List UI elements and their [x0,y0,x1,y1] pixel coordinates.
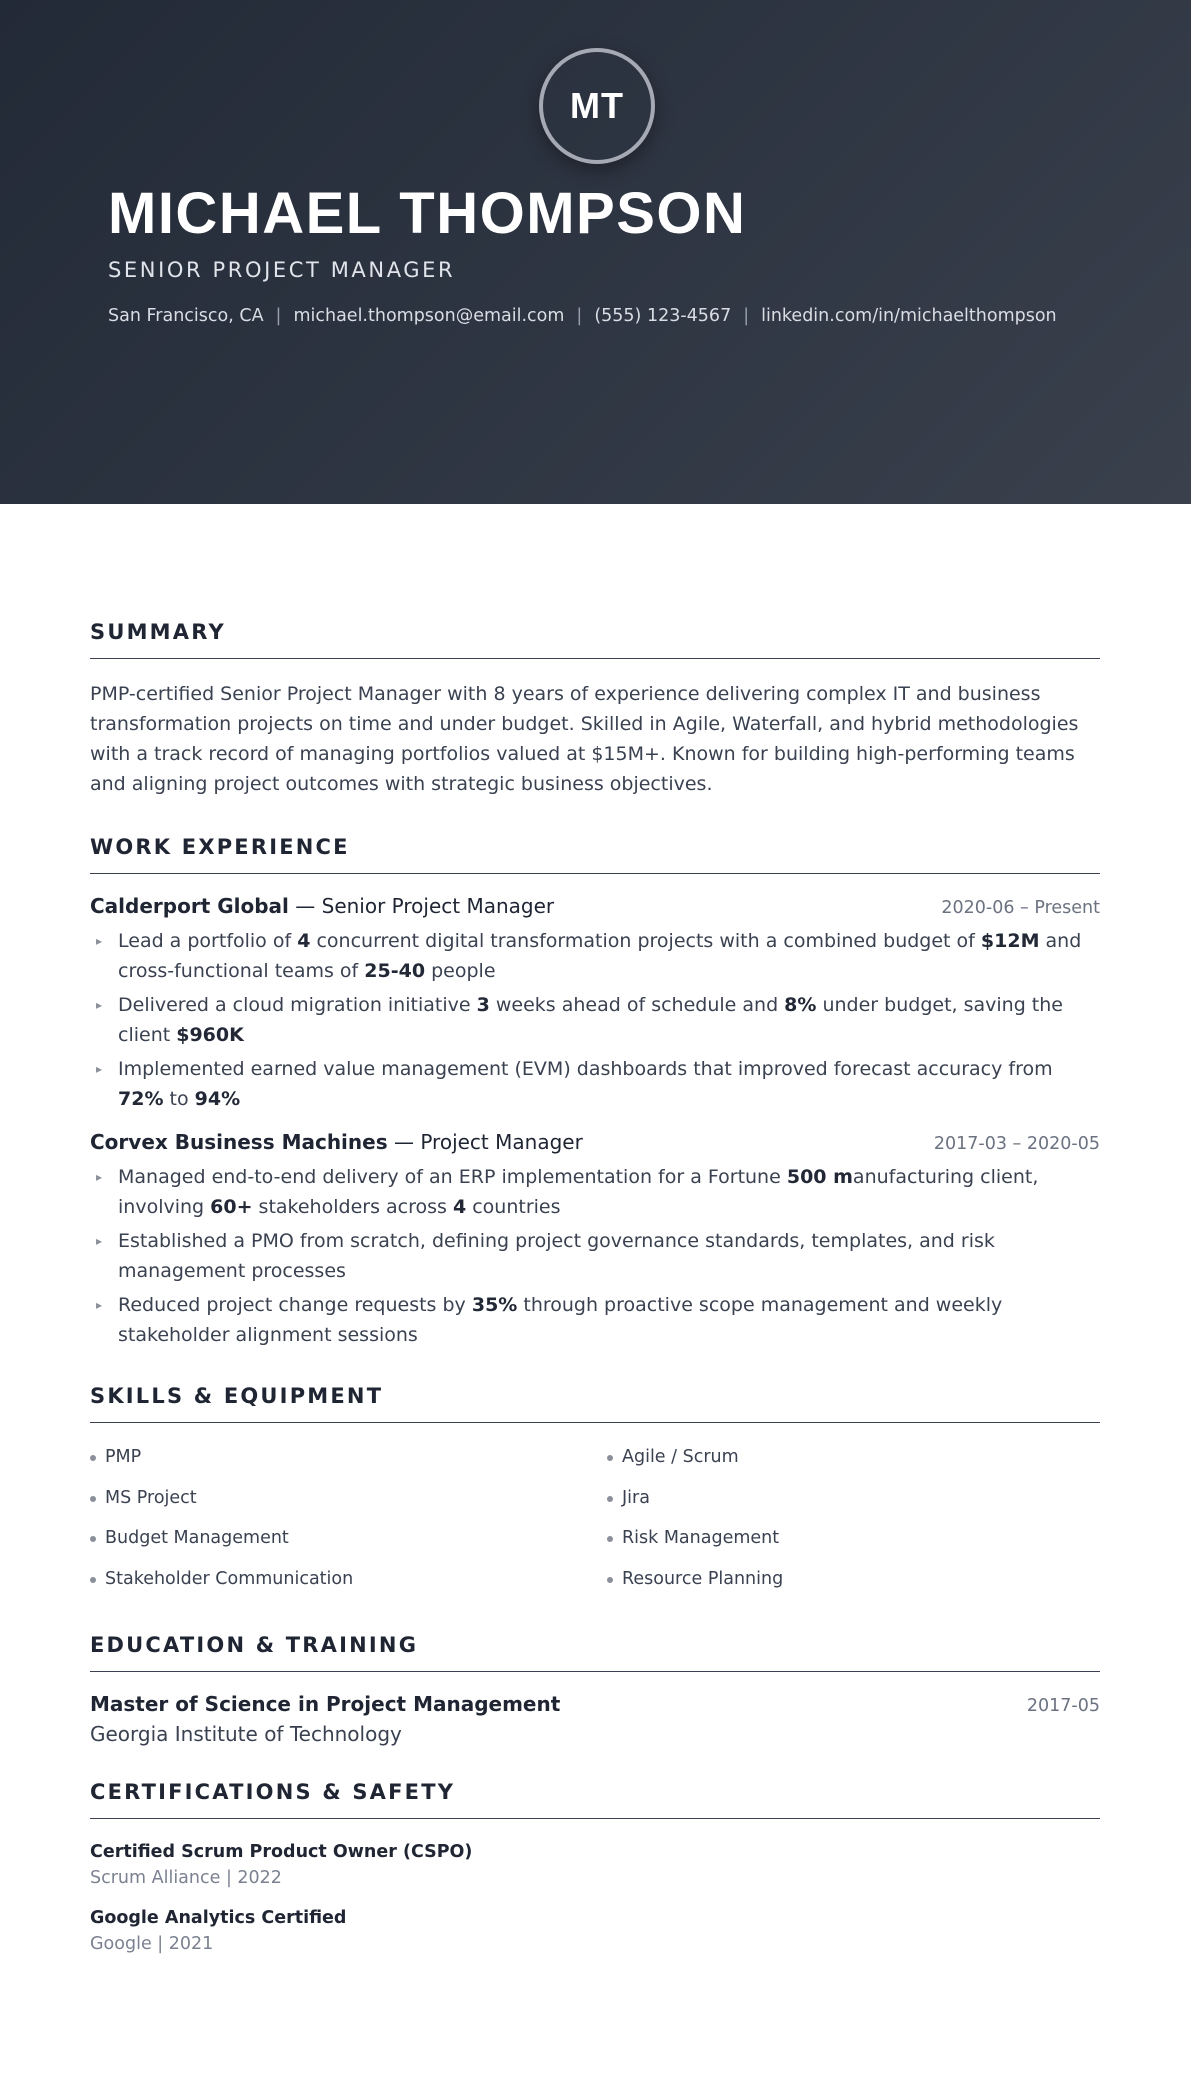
job-heading [90,1130,583,1154]
bullet-highlight: 4 [452,1196,467,1218]
job-entry [90,894,1100,1114]
skill-label: PMP [105,1447,142,1467]
bullet-dot-icon [90,1455,96,1461]
bullet-text: Implemented earned value management (EVM) dashboards that improved forecast accuracy from [118,1058,1053,1080]
bullet-text: Reduced project change requests by [118,1294,472,1316]
skill-item [607,1518,1100,1559]
section-title-certifications: CERTIFICATIONS & SAFETY [90,1780,1100,1819]
skill-label: Budget Management [105,1528,289,1548]
skill-label: Agile / Scrum [622,1447,739,1467]
experience-section [90,835,1100,1350]
bullet-dot-icon [90,1577,96,1583]
job-title: Project Manager [420,1130,583,1154]
avatar: MT [539,48,655,164]
education-degree: Master of Science in Project Management [90,1692,561,1716]
bullet-highlight: $12M [980,930,1040,952]
education-section [90,1633,1100,1746]
bullet-text: Delivered a cloud migration initiative [118,994,477,1016]
bullet-item [90,1054,1100,1114]
bullet-arrow-icon: ▸ [96,934,103,948]
bullet-highlight: 72% [118,1088,164,1110]
bullet-arrow-icon: ▸ [96,998,103,1012]
job-heading [90,894,554,918]
job-header [90,1130,1100,1154]
section-title-experience: WORK EXPERIENCE [90,835,1100,874]
bullet-highlight: 94% [194,1088,241,1110]
skill-label: Jira [622,1487,650,1508]
bullet-arrow-icon: ▸ [96,1234,103,1248]
bullet-item [90,1162,1100,1222]
bullet-text: to [163,1088,195,1110]
bullet-text: under budget, saving the client [118,994,1063,1046]
skill-item [90,1559,607,1600]
bullet-text: Lead a portfolio of [118,930,298,952]
job-bullets [90,926,1100,1114]
skill-item [90,1518,607,1559]
skill-label: Risk Management [622,1528,780,1548]
skill-label: MS Project [105,1487,197,1508]
bullet-text: and cross-functional teams of [118,930,1082,982]
bullet-arrow-icon: ▸ [96,1170,103,1184]
contact-separator: | [576,306,583,326]
bullet-item [90,1290,1100,1350]
resume-header [0,0,1191,504]
bullet-highlight: 35% [471,1294,518,1316]
bullet-dot-icon [607,1577,613,1583]
contact-phone: (555) 123-4567 [594,306,732,326]
education-entry [90,1692,1100,1716]
bullet-highlight: 60+ [210,1196,253,1218]
skills-section [90,1384,1100,1599]
job-company: Corvex Business Machines [90,1130,388,1154]
certification-issuer: Scrum Alliance | 2022 [90,1868,282,1888]
skill-item [607,1559,1100,1600]
contact-email: michael.thompson@email.com [293,306,565,326]
bullet-arrow-icon: ▸ [96,1062,103,1076]
section-title-summary: SUMMARY [90,620,1100,659]
contact-location: San Francisco, CA [108,306,264,326]
contact-line [108,306,1057,326]
skill-item [90,1437,607,1478]
bullet-highlight: 500 m [786,1166,853,1188]
resume-body [90,620,1100,1971]
job-bullets [90,1162,1100,1350]
section-title-skills: SKILLS & EQUIPMENT [90,1384,1100,1423]
bullet-highlight: 3 [476,994,490,1016]
bullet-highlight: 8% [784,994,817,1016]
certification-name: Google Analytics Certified [90,1908,347,1928]
job-dates: 2020-06 – Present [941,898,1100,918]
bullet-item [90,926,1100,986]
skill-item [607,1437,1100,1478]
bullet-dot-icon [607,1455,613,1461]
skills-grid [90,1437,1100,1599]
bullet-item [90,990,1100,1050]
bullet-highlight: 4 [297,930,311,952]
bullet-text: weeks ahead of schedule and [489,994,785,1016]
bullet-dot-icon [607,1536,613,1542]
job-title: Senior Project Manager [321,894,555,918]
contact-linkedin: linkedin.com/in/michaelthompson [761,306,1057,326]
candidate-name: MICHAEL THOMPSON [108,181,747,246]
bullet-text: stakeholders across [252,1196,453,1218]
job-dash: — [387,1130,421,1154]
bullet-item [90,1226,1100,1286]
bullet-dot-icon [607,1496,613,1502]
education-school: Georgia Institute of Technology [90,1722,402,1746]
job-list [90,894,1100,1350]
bullet-arrow-icon: ▸ [96,1298,103,1312]
contact-separator: | [275,306,282,326]
bullet-dot-icon [90,1536,96,1542]
bullet-highlight: $960K [176,1024,244,1046]
education-date: 2017-05 [1026,1696,1100,1716]
contact-separator: | [743,306,750,326]
bullet-text: through proactive scope management and weekly stakeholder alignment sessions [118,1294,1003,1346]
job-dash: — [288,894,322,918]
certification-name: Certified Scrum Product Owner (CSPO) [90,1842,473,1862]
bullet-text: people [425,960,496,982]
skill-label: Stakeholder Communication [105,1568,354,1589]
bullet-text: Managed end-to-end delivery of an ERP implementation for a Fortune [118,1166,787,1188]
job-company: Calderport Global [90,894,289,918]
job-dates: 2017-03 – 2020-05 [933,1134,1100,1154]
bullet-text: countries [466,1196,561,1218]
certification-issuer: Google | 2021 [90,1934,214,1954]
bullet-text: concurrent digital transformation projects with a combined budget of [310,930,981,952]
section-title-education: EDUCATION & TRAINING [90,1633,1100,1672]
skill-label: Resource Planning [622,1568,784,1589]
summary-section [90,620,1100,799]
summary-text: PMP-certified Senior Project Manager with 8 years of experience delivering complex IT and business transformation projects on time and under budget. Skilled in Agile, Waterfall, and hybrid methodologies with a track record of managing portfolios valued at $15M+. Known for building high-performing teams and aligning project outcomes with strategic business objectives. [90,683,1079,795]
bullet-highlight: 25-40 [364,960,426,982]
certification-entry [90,1905,1100,1957]
certification-list [90,1839,1100,1957]
certifications-section [90,1780,1100,1957]
certification-entry [90,1839,1100,1891]
skill-item [607,1478,1100,1519]
job-header [90,894,1100,918]
candidate-role: SENIOR PROJECT MANAGER [108,258,456,282]
skill-item [90,1478,607,1519]
job-entry [90,1130,1100,1350]
bullet-text: anufacturing client, involving [118,1166,1039,1218]
bullet-text: Established a PMO from scratch, defining project governance standards, templates, and risk management processes [118,1230,995,1282]
bullet-dot-icon [90,1496,96,1502]
